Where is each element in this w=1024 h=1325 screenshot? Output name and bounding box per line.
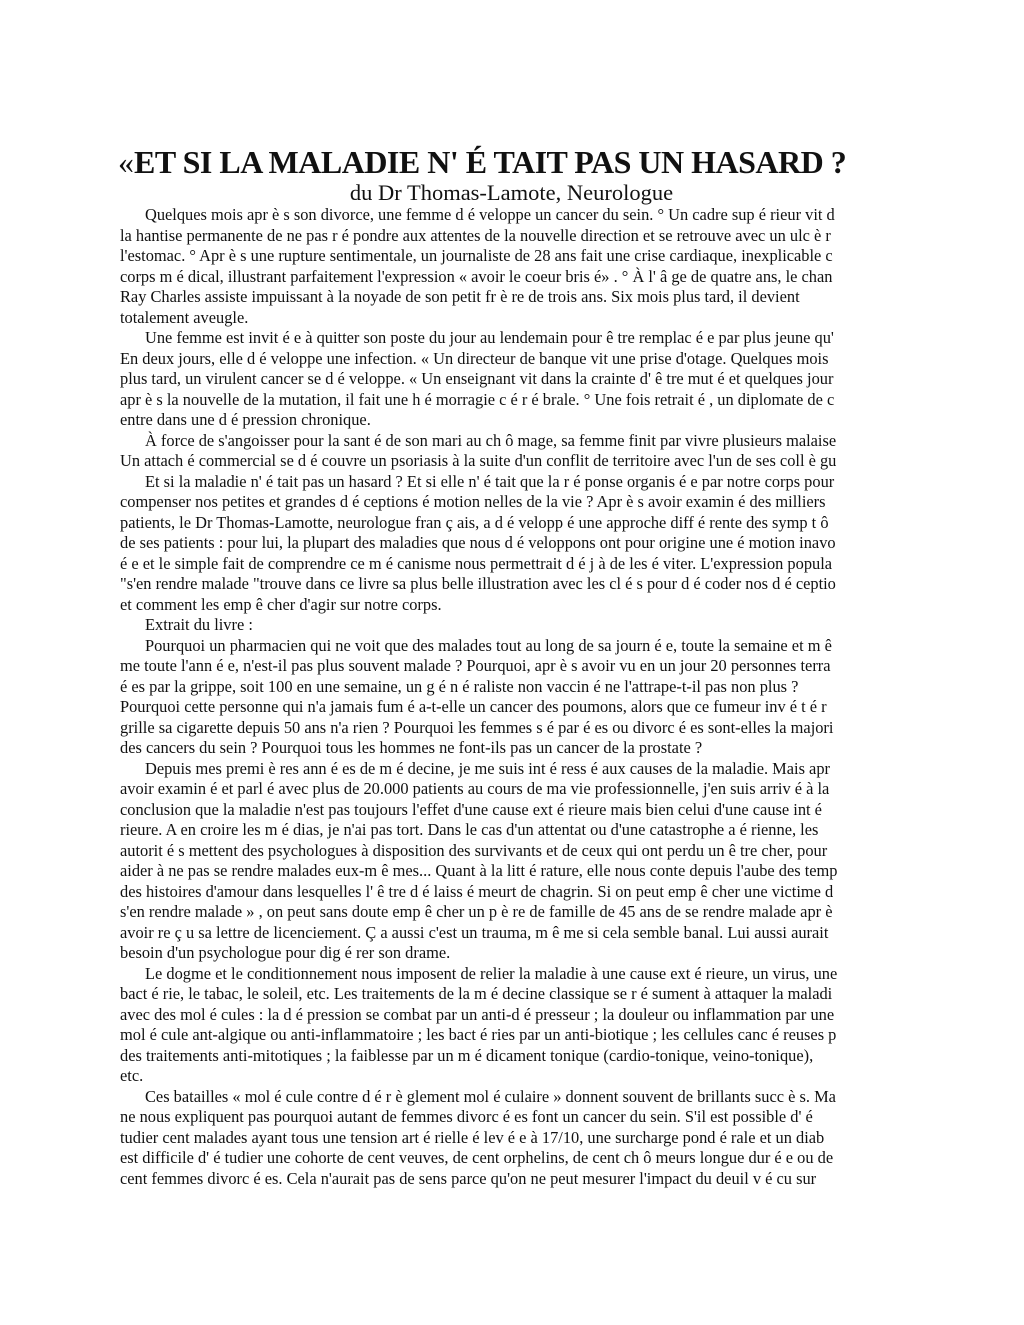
body-text-line: Quelques mois apr è s son divorce, une femme d é veloppe un cancer du sein. ° Un cadre sup é rieur vit d bbox=[145, 205, 835, 224]
body-text-line: mol é cule ant-algique ou anti-inflammatoire ; les bact é ries par un anti-biotique ; les cellules canc é reuses p bbox=[120, 1025, 837, 1044]
title-text: ET SI LA MALADIE N' É TAIT PAS UN HASARD ? bbox=[134, 144, 847, 180]
body-text-line: conclusion que la maladie n'est pas toujours l'effet d'une cause ext é rieure mais bien celui d'une cause int é bbox=[120, 799, 822, 819]
body-text-line: é e et le simple fait de comprendre ce m é canisme nous permettrait d é j à de les é viter. L'expression popula bbox=[120, 553, 833, 573]
body-text-line: é es par la grippe, soit 100 en une semaine, un g é n é raliste non vaccin é ne l'attrape-t-il pas non plus ? bbox=[120, 676, 799, 696]
document-body bbox=[120, 205, 903, 1189]
body-text-line: avec des mol é cules : la d é pression se combat par un anti-d é presseur ; la douleur ou inflammation par une bbox=[120, 1004, 835, 1024]
body-text-line: des histoires d'amour dans lesquelles l' ê tre d é laiss é meurt de chagrin. Si on peut emp ê cher une victime d bbox=[120, 881, 834, 901]
body-text-line: apr è s la nouvelle de la mutation, il fait une h é morragie c é r é brale. ° Une fois retrait é , un diplomate de c bbox=[120, 389, 835, 409]
body-text-line: de ses patients : pour lui, la plupart des maladies que nous d é veloppons ont pour origine une é motion inavo bbox=[120, 533, 836, 552]
body-text-line: autorit é s mettent des psychologues à disposition des survivants et de ceux qui ont perdu un ê tre cher, pour bbox=[120, 840, 828, 860]
document-title bbox=[118, 143, 918, 181]
body-text-line: plus tard, un virulent cancer se d é veloppe. « Un enseignant vit dans la crainte d' ê tre mut é et quelques jour bbox=[120, 369, 834, 388]
body-text-line: Le dogme et le conditionnement nous imposent de relier la maladie à une cause ext é rieure, un virus, une bbox=[145, 963, 838, 983]
body-text-line: Ray Charles assiste impuissant à la noyade de son petit fr è re de trois ans. Six mois plus tard, il devient bbox=[120, 287, 800, 306]
title-opening-quote: « bbox=[118, 144, 134, 180]
body-text-line: Ces batailles « mol é cule contre d é r è glement mol é culaire » donnent souvent de brillants succ è s. Ma bbox=[145, 1086, 836, 1106]
body-text-line: À force de s'angoisser pour la sant é de son mari au ch ô mage, sa femme finit par vivre plusieurs malaise bbox=[145, 430, 837, 450]
body-text-line: Pourquoi un pharmacien qui ne voit que des malades tout au long de sa journ é e, toute la semaine et m ê bbox=[145, 635, 832, 655]
body-text-line: Extrait du livre : bbox=[145, 615, 253, 634]
body-text-line: avoir re ç u sa lettre de licenciement. Ç a aussi c'est un trauma, m ê me si cela semble banal. Lui aussi aurait bbox=[120, 922, 829, 942]
body-text-line: bact é rie, le tabac, le soleil, etc. Les traitements de la m é decine classique se r é sument à attaquer la maladi bbox=[120, 984, 833, 1003]
body-text-line: et comment les emp ê cher d'agir sur notre corps. bbox=[120, 594, 442, 614]
body-text-line: est difficile d' é tudier une cohorte de cent veuves, de cent orphelins, de cent ch ô meurs longue dur é e ou de bbox=[120, 1148, 834, 1167]
body-text-line: En deux jours, elle d é veloppe une infection. « Un directeur de banque vit une prise d'otage. Quelques mois bbox=[120, 348, 829, 368]
body-text-line: Un attach é commercial se d é couvre un psoriasis à la suite d'un conflit de territoire avec l'un de ses coll è gu bbox=[120, 451, 837, 470]
body-text-line: "s'en rendre malade "trouve dans ce livre sa plus belle illustration avec les cl é s pour d é coder nos d é ceptio bbox=[120, 574, 836, 593]
body-text-line: la hantise permanente de ne pas r é pondre aux attentes de la nouvelle direction et se retrouve avec un ulc è r bbox=[120, 225, 831, 245]
body-text-line: grille sa cigarette depuis 50 ans n'a rien ? Pourquoi les femmes s é par é es ou divorc é es sont-elles la majori bbox=[120, 717, 834, 737]
document-subtitle: du Dr Thomas-Lamote, Neurologue bbox=[349, 180, 674, 205]
body-text-line: entre dans une d é pression chronique. bbox=[120, 410, 371, 429]
body-text-line: des traitements anti-mitotiques ; la faiblesse par un m é dicament tonique (cardio-tonique, veino-tonique), bbox=[120, 1045, 814, 1065]
body-text-line: tudier cent malades ayant tous une tension art é rielle é lev é e à 17/10, une surcharge pond é rale et un diab bbox=[120, 1127, 825, 1147]
body-text-line: rieure. A en croire les m é dias, je n'ai pas tort. Dans le cas d'un attentat ou d'une catastrophe a é rienne, les bbox=[120, 820, 819, 839]
body-text-line: besoin d'un psychologue pour dig é rer son drame. bbox=[120, 943, 451, 962]
body-text-line: Une femme est invit é e à quitter son poste du jour au lendemain pour ê tre remplac é e par plus jeune qu' bbox=[145, 328, 834, 347]
body-text-line: totalement aveugle. bbox=[120, 307, 249, 327]
body-text-line: Pourquoi cette personne qui n'a jamais fum é a-t-elle un cancer des poumons, alors que ce fumeur inv é t é r bbox=[120, 697, 827, 716]
body-text-line: s'en rendre malade » , on peut sans doute emp ê cher un p è re de famille de 45 ans de se rendre malade apr è bbox=[120, 902, 833, 921]
body-text-line: me toute l'ann é e, n'est-il pas plus souvent malade ? Pourquoi, apr è s avoir vu en un jour 20 personnes terra bbox=[120, 656, 831, 675]
body-text-line: Depuis mes premi è res ann é es de m é decine, je me suis int é ress é aux causes de la maladie. Mais apr bbox=[145, 758, 830, 778]
body-text-line: l'estomac. ° Apr è s une rupture sentimentale, un journaliste de 28 ans fait une crise cardiaque, inexplicable c bbox=[120, 246, 833, 265]
body-text-line: corps m é dical, illustrant parfaitement l'expression « avoir le coeur bris é» . ° À l' â ge de quatre ans, le chan bbox=[120, 266, 833, 286]
body-text-line: avoir examin é et parl é avec plus de 20.000 patients au cours de ma vie professionnelle, j'en suis arriv é à la bbox=[120, 779, 830, 798]
body-text-line: ne nous expliquent pas pourquoi autant de femmes divorc é es font un cancer du sein. S'il est possible d' é bbox=[120, 1107, 813, 1126]
body-text-line: Et si la maladie n' é tait pas un hasard ? Et si elle n' é tait que la r é ponse organis é e par notre corps pour bbox=[145, 471, 835, 491]
body-text-line: des cancers du sein ? Pourquoi tous les hommes ne font-ils pas un cancer de la prostate ? bbox=[120, 738, 703, 757]
body-text-line: patients, le Dr Thomas-Lamotte, neurologue fran ç ais, a d é velopp é une approche diff é rente des symp t ô bbox=[120, 512, 829, 532]
body-text-line: cent femmes divorc é es. Cela n'aurait pas de sens parce qu'on ne peut mesurer l'impact du deuil v é cu sur bbox=[120, 1168, 817, 1188]
body-text-line: aider à ne pas se rendre malades eux-m ê mes... Quant à la litt é rature, elle nous conte depuis l'aube des temp bbox=[120, 861, 838, 880]
body-text-line: compenser nos petites et grandes d é ceptions é motion nelles de la vie ? Apr è s avoir examin é des milliers bbox=[120, 492, 826, 511]
body-text-line: etc. bbox=[120, 1066, 144, 1085]
